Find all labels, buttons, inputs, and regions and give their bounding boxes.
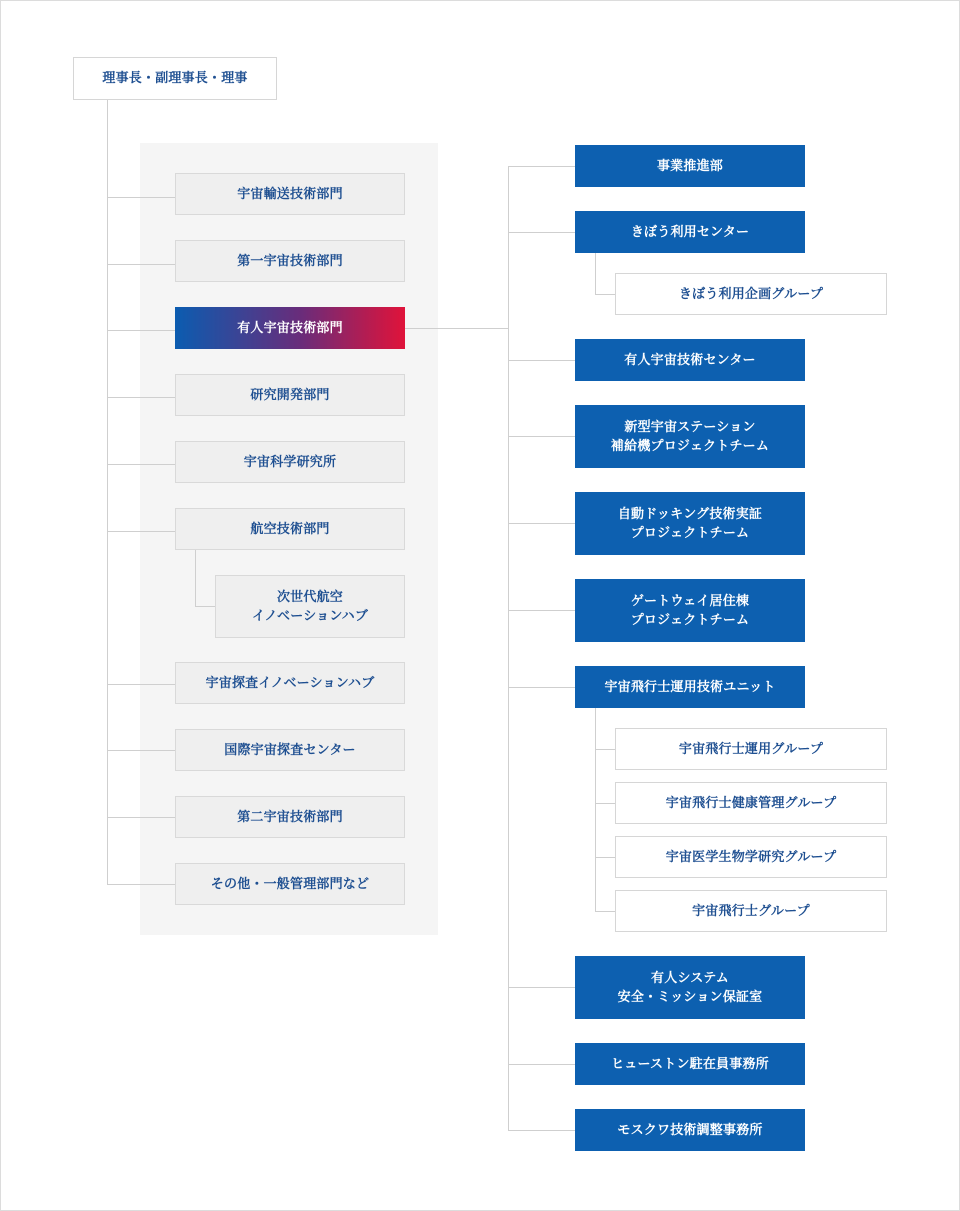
department-box[interactable]: その他・一般管理部門など	[175, 863, 405, 905]
connector-line	[595, 911, 615, 912]
connector-line	[107, 464, 175, 465]
connector-line	[508, 1064, 575, 1065]
department-box[interactable]: 宇宙科学研究所	[175, 441, 405, 483]
unit-box[interactable]: ヒューストン駐在員事務所	[575, 1043, 805, 1085]
connector-line	[595, 803, 615, 804]
unit-box[interactable]: きぼう利用センター	[575, 211, 805, 253]
connector-line	[107, 817, 175, 818]
connector-line	[195, 606, 215, 607]
group-box[interactable]: 宇宙医学生物学研究グループ	[615, 836, 887, 878]
group-box[interactable]: 宇宙飛行士グループ	[615, 890, 887, 932]
connector-line	[107, 330, 175, 331]
top-leadership-box: 理事長・副理事長・理事	[73, 57, 277, 100]
connector-line	[595, 253, 596, 294]
connector-line	[107, 264, 175, 265]
connector-line	[508, 523, 575, 524]
department-box[interactable]: 研究開発部門	[175, 374, 405, 416]
unit-box[interactable]: モスクワ技術調整事務所	[575, 1109, 805, 1151]
connector-line	[508, 1130, 575, 1131]
group-box[interactable]: 宇宙飛行士健康管理グループ	[615, 782, 887, 824]
connector-line	[107, 397, 175, 398]
connector-line	[508, 436, 575, 437]
connector-line	[508, 687, 575, 688]
connector-line	[107, 531, 175, 532]
sub-department-box[interactable]: 次世代航空 イノベーションハブ	[215, 575, 405, 638]
connector-line	[508, 232, 575, 233]
connector-line	[107, 197, 175, 198]
unit-box[interactable]: 自動ドッキング技術実証 プロジェクトチーム	[575, 492, 805, 555]
department-box[interactable]: 宇宙輸送技術部門	[175, 173, 405, 215]
group-box[interactable]: 宇宙飛行士運用グループ	[615, 728, 887, 770]
department-box[interactable]: 国際宇宙探査センター	[175, 729, 405, 771]
connector-line	[107, 684, 175, 685]
connector-line	[107, 100, 108, 885]
unit-box[interactable]: 新型宇宙ステーション 補給機プロジェクトチーム	[575, 405, 805, 468]
unit-box[interactable]: 有人システム 安全・ミッション保証室	[575, 956, 805, 1019]
connector-line	[595, 708, 596, 911]
department-box-active[interactable]: 有人宇宙技術部門	[175, 307, 405, 349]
department-box[interactable]: 宇宙探査イノベーションハブ	[175, 662, 405, 704]
group-box[interactable]: きぼう利用企画グループ	[615, 273, 887, 315]
connector-line	[508, 360, 575, 361]
connector-line	[508, 610, 575, 611]
connector-line	[107, 884, 175, 885]
department-box[interactable]: 第一宇宙技術部門	[175, 240, 405, 282]
unit-box[interactable]: 事業推進部	[575, 145, 805, 187]
connector-line	[595, 857, 615, 858]
connector-line	[195, 549, 196, 607]
unit-box[interactable]: ゲートウェイ居住棟 プロジェクトチーム	[575, 579, 805, 642]
connector-line	[595, 749, 615, 750]
unit-box[interactable]: 宇宙飛行士運用技術ユニット	[575, 666, 805, 708]
connector-line	[508, 166, 575, 167]
unit-box[interactable]: 有人宇宙技術センター	[575, 339, 805, 381]
department-box[interactable]: 航空技術部門	[175, 508, 405, 550]
connector-line	[508, 987, 575, 988]
connector-line	[595, 294, 615, 295]
connector-line	[405, 328, 508, 329]
department-box[interactable]: 第二宇宙技術部門	[175, 796, 405, 838]
connector-line	[107, 750, 175, 751]
